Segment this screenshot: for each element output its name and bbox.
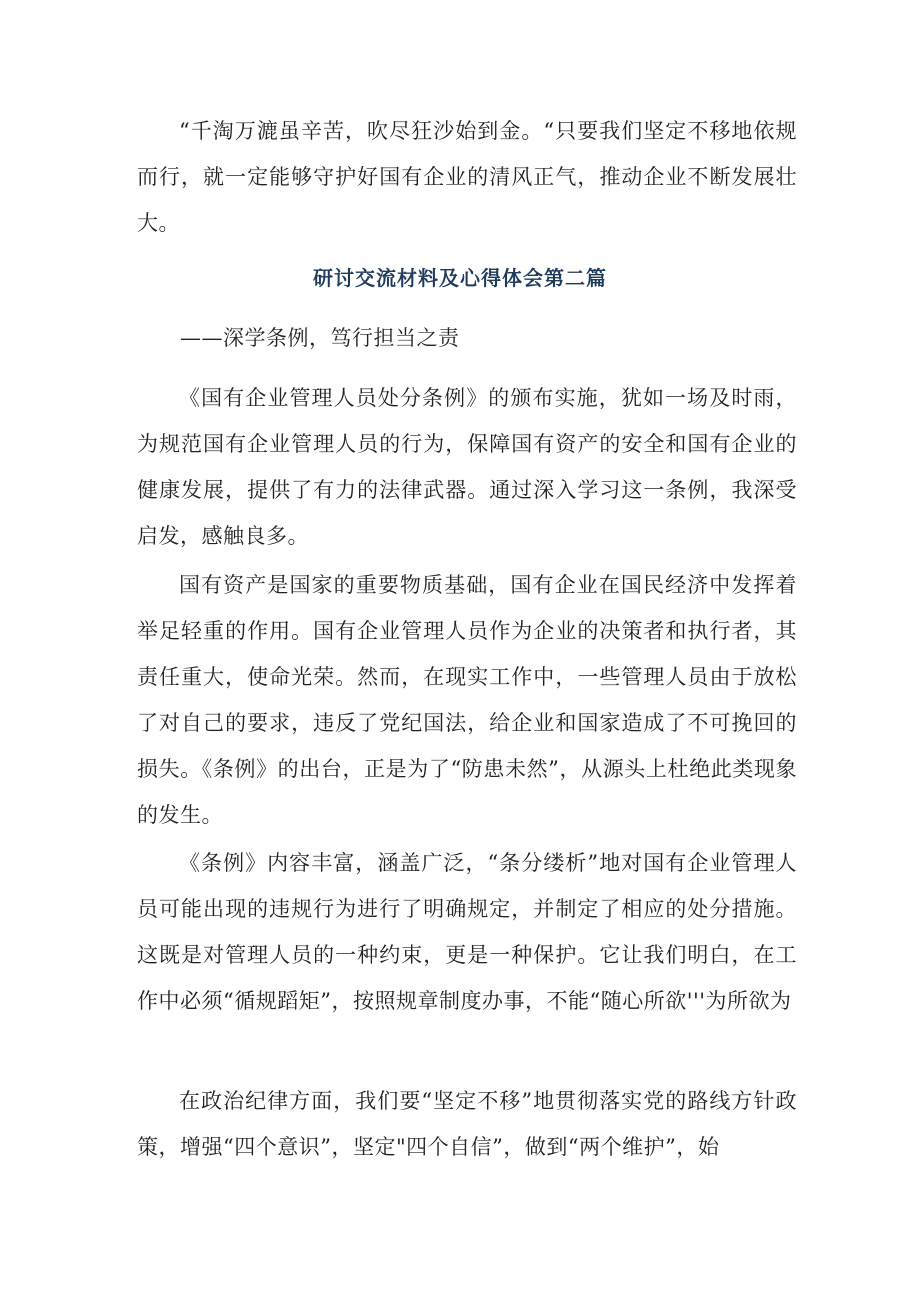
paragraph-importance: 国有资产是国家的重要物质基础，国有企业在国民经济中发挥着举足轻重的作用。国有企业管理人员作为企业的决策者和执行者，其责任重大，使命光荣。然而，在现实工作中，一些管理人员由于放松了对自己的要求，违反了党纪国法，给企业和国家造成了不可挽回的损失。《条例》的出台，正是为了“防患未然”，从源头上杜绝此类现象的发生。 [137,573,797,827]
section-subtitle: ——深学条例，笃行担当之责 [180,326,460,350]
paragraph-intro: 《国有企业管理人员处分条例》的颁布实施，犹如一场及时雨，为规范国有企业管理人员的行为，保障国有资产的安全和国有企业的健康发展，提供了有力的法律武器。通过深入学习这一条例，我深受启发，感触良多。 [137,386,797,548]
section-title: 研讨交流材料及心得体会第二篇 [313,266,607,290]
paragraph-content: 《条例》内容丰富，涵盖广泛，“条分缕析”地对国有企业管理人员可能出现的违规行为进行了明确规定，并制定了相应的处分措施。这既是对管理人员的一种约束，更是一种保护。它让我们明白，在工作中必须“循规蹈矩”，按照规章制度办事，不能“随心所欲'''为所欲为 [137,851,797,1013]
paragraph-political-discipline: 在政治纪律方面，我们要“坚定不移”地贯彻落实党的路线方针政策，增强“四个意识”，坚定"四个自信”，做到“两个维护”，始 [137,1089,797,1159]
paragraph-closing: “千淘万漉虽辛苦，吹尽狂沙始到金。“只要我们坚定不移地依规而行，就一定能够守护好国有企业的清风正气，推动企业不断发展壮大。 [137,119,797,235]
